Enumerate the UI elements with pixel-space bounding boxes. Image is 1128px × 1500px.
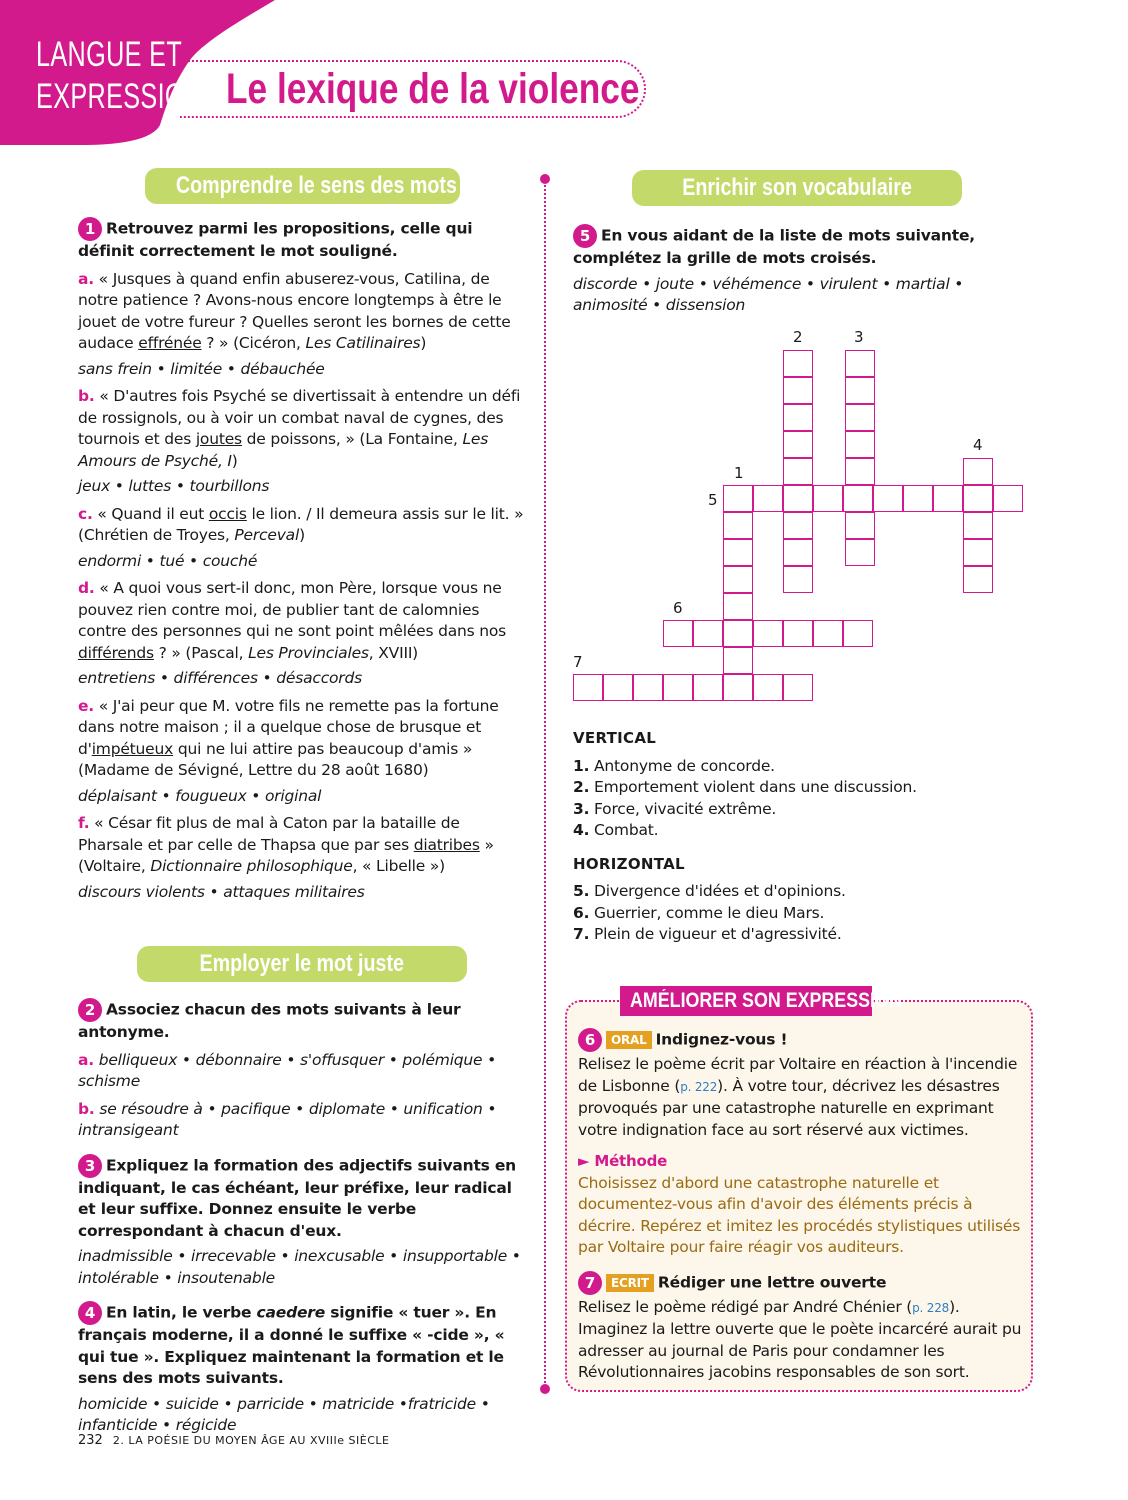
crossword-cell — [903, 485, 933, 512]
quote-item: a. « Jusques à quand enfin abuserez-vous, Catilina, de notre patience ? Avons-nous encore longtemps à être le jouet de votre fureur ? Quelles seront les bornes de cette audace effrénée ? » (Cicéron, Les Catilinaires) — [78, 269, 511, 352]
clue-item: 3. Force, vivacité extrême. — [573, 799, 777, 818]
clue-item: 5. Divergence d'idées et d'opinions. — [573, 882, 846, 900]
crossword-cell — [753, 485, 783, 512]
exercise-number: 4 — [78, 1301, 102, 1325]
crossword-cell — [845, 350, 875, 377]
oral-tag: ORAL — [606, 1031, 652, 1049]
crossword-cell — [843, 485, 873, 512]
crossword-cell — [723, 512, 753, 539]
quote-item: e. « J'ai peur que M. votre fils ne remette pas la fortune dans notre maison ; il a quelque chose de brusque et d'impétueux qui ne lui attire pas beaucoup d'amis » (Madame de Sévigné, Lettre du 28 août 1680) — [78, 696, 499, 779]
crossword-cell — [783, 512, 813, 539]
crossword-cell — [723, 566, 753, 593]
exercises-2-4 — [78, 998, 526, 1437]
exercise-number: 5 — [573, 224, 597, 248]
expression-box-content — [578, 1028, 1024, 1384]
item-letter: d. — [78, 579, 95, 597]
definition-options: endormi • tué • couché — [78, 551, 258, 570]
underlined-word: joutes — [195, 430, 242, 448]
footer-section: 2. LA POÉSIE DU MOYEN ÂGE AU XVIIIe SIÈCLE — [112, 1434, 390, 1447]
horizontal-clues — [573, 881, 1023, 946]
definition-options: entretiens • différences • désaccords — [78, 669, 362, 687]
crossword-cell — [963, 539, 993, 566]
quote-item: f. « César fit plus de mal à Caton par la bataille de Pharsale et par celle de Thapsa que par ses diatribes » (Voltaire, Dictionnaire philosophique, « Libelle ») — [78, 814, 494, 875]
work-title: Perceval — [234, 526, 300, 544]
exercise-6-heading: 6 ORAL Indignez-vous ! — [578, 1028, 1024, 1052]
ecrit-tag: ECRIT — [606, 1274, 654, 1292]
divider-dot-top — [540, 174, 550, 184]
exercise-6-text: Relisez le poème écrit par Voltaire en réaction à l'incendie de Lisbonne (p. 222). À votre tour, décrivez les désastres provoqués par une catastrophe naturelle en exprimant votre indignation face au sort réservé aux victimes. — [578, 1055, 1018, 1139]
section-header-enrichir: Enrichir son vocabulaire — [632, 170, 962, 206]
crossword-cell — [873, 485, 903, 512]
exercise-2-list-b: b. se résoudre à • pacifique • diplomate • unification • intransigeant — [78, 1099, 497, 1139]
exercise-number: 2 — [78, 998, 102, 1022]
crossword-cell — [963, 512, 993, 539]
underlined-word: différends — [78, 643, 154, 662]
crossword-cell — [845, 377, 875, 404]
exercise-1 — [78, 217, 526, 903]
crossword-cell — [783, 539, 813, 566]
crossword-cell — [963, 566, 993, 593]
work-title: Les Catilinaires — [305, 334, 421, 352]
crossword-cell — [783, 458, 813, 485]
clue-item: 7. Plein de vigueur et d'agressivité. — [573, 925, 842, 943]
column-divider — [544, 178, 546, 1390]
crossword-cell — [845, 485, 875, 512]
expression-box-title: AMÉLIORER SON EXPRESSION — [620, 986, 872, 1016]
crossword-cell — [843, 620, 873, 647]
crossword-cell — [753, 620, 783, 647]
crossword-cell — [723, 539, 753, 566]
underlined-word: occis — [208, 504, 247, 523]
crossword-cell — [663, 620, 693, 647]
rubric-line-1: LANGUE ET — [36, 35, 183, 74]
crossword-cell — [783, 620, 813, 647]
page-title: Le lexique de la violence — [226, 65, 640, 113]
footer — [78, 1433, 389, 1448]
clue-number: 5. — [573, 882, 590, 900]
crossword-cell — [783, 404, 813, 431]
crossword-cell — [693, 674, 723, 701]
clue-number: 4. — [573, 821, 590, 839]
section-header-employer: Employer le mot juste — [137, 946, 467, 982]
grid-clue-number: 3 — [854, 328, 864, 346]
exercise-2-instruction: 2 Associez chacun des mots suivants à leur antonyme. — [78, 998, 526, 1044]
item-letter: b. — [78, 387, 95, 405]
clue-item: 1. Antonyme de concorde. — [573, 756, 775, 775]
clue-number: 2. — [573, 778, 590, 796]
crossword-cell — [573, 674, 603, 701]
crossword-cell — [723, 647, 753, 674]
crossword-cell — [783, 350, 813, 377]
clue-number: 7. — [573, 925, 590, 943]
exercise-number: 6 — [578, 1028, 602, 1052]
crossword-cell — [993, 485, 1023, 512]
exercise-5-words: discorde • joute • véhémence • virulent • martial • animosité • dissension — [573, 274, 964, 314]
crossword-cell — [693, 620, 723, 647]
item-letter: f. — [78, 814, 90, 832]
definition-options: discours violents • attaques militaires — [78, 882, 365, 901]
exercise-3-words: inadmissible • irrecevable • inexcusable • insupportable • intolérable • insoutenable — [78, 1247, 521, 1287]
crossword-cell — [783, 377, 813, 404]
vertical-clues — [573, 756, 1023, 842]
crossword-cell — [933, 485, 963, 512]
crossword-cell — [603, 674, 633, 701]
definition-options: déplaisant • fougueux • original — [78, 786, 322, 805]
exercise-1-items — [78, 269, 526, 904]
clue-item: 6. Guerrier, comme le dieu Mars. — [573, 903, 825, 922]
grid-clue-number: 1 — [734, 464, 744, 482]
crossword-cell — [633, 674, 663, 701]
exercise-number: 3 — [78, 1154, 102, 1178]
item-letter: a. — [78, 269, 94, 288]
crossword-cell — [845, 458, 875, 485]
crossword-cell — [813, 620, 843, 647]
grid-clue-number: 5 — [708, 491, 718, 509]
methode-title: ► Méthode — [578, 1152, 668, 1170]
quote-item: b. « D'autres fois Psyché se divertissait à entendre un défi de rossignols, ou à voir un combat naval de cygnes, des tournois et des joutes de poissons, » (La Fontaine, Les Amours de Psyché, I) — [78, 387, 521, 470]
definition-options: jeux • luttes • tourbillons — [78, 477, 270, 495]
exercise-4-words: homicide • suicide • parricide • matricide •fratricide • infanticide • régicide — [78, 1394, 490, 1434]
underlined-word: effrénée — [138, 334, 202, 352]
methode-text: Choisissez d'abord une catastrophe naturelle et documentez-vous afin d'avoir des éléments précis à décrire. Repérez et imitez les procédés stylistiques utilisés par Voltaire pour faire réagir vos auditeurs. — [578, 1173, 1021, 1256]
exercise-1-instruction: 1 Retrouvez parmi les propositions, celle qui définit correctement le mot souligné. — [78, 217, 526, 263]
exercise-5-instruction: 5 En vous aidant de la liste de mots suivante, complétez la grille de mots croisés. — [573, 224, 1023, 270]
grid-clue-number: 6 — [673, 599, 683, 617]
page-number: 232 — [78, 1433, 103, 1448]
crossword-cell — [783, 485, 813, 512]
crossword-cell — [783, 566, 813, 593]
exercise-5 — [573, 224, 1023, 317]
underlined-word: impétueux — [91, 739, 174, 758]
crossword-cell — [963, 485, 993, 512]
exercise-7-heading: 7 ECRIT Rédiger une lettre ouverte — [578, 1271, 1024, 1295]
grid-clue-number: 7 — [573, 653, 583, 671]
quote-item: c. « Quand il eut occis le lion. / Il demeura assis sur le lit. » (Chrétien de Troyes, Perceval) — [78, 504, 524, 544]
work-title: Les Amours de Psyché, I — [78, 430, 489, 470]
rubric-line-2: EXPRESSION — [36, 77, 204, 116]
crossword-cell — [813, 485, 843, 512]
crossword-cell — [963, 458, 993, 485]
crossword-cell — [845, 431, 875, 458]
crossword-cell — [845, 512, 875, 539]
clue-number: 3. — [573, 799, 590, 818]
horizontal-label: HORIZONTAL — [573, 854, 685, 873]
clue-number: 6. — [573, 903, 590, 922]
grid-clue-number: 4 — [973, 436, 983, 454]
crossword-cell — [723, 620, 753, 647]
crossword-cell — [723, 593, 753, 620]
definition-options: sans frein • limitée • débauchée — [78, 359, 325, 378]
exercise-4-instruction: 4 En latin, le verbe caedere signifie « tuer ». En français moderne, il a donné le suffixe « -cide », « qui tue ». Expliquez maintenant la formation et le sens des mots suivants. — [78, 1301, 526, 1390]
item-letter: c. — [78, 504, 93, 523]
crossword-cell — [845, 404, 875, 431]
crossword-cell — [783, 674, 813, 701]
crossword-cell — [845, 539, 875, 566]
work-title: Les Provinciales — [248, 643, 369, 662]
exercise-2-list-a: a. belliqueux • débonnaire • s'offusquer • polémique • schisme — [78, 1050, 497, 1090]
crossword-cell — [723, 485, 753, 512]
exercise-number: 1 — [78, 217, 102, 241]
divider-dot-bottom — [540, 1384, 550, 1394]
section-header-comprendre: Comprendre le sens des mots — [145, 168, 460, 204]
crossword-cell — [783, 431, 813, 458]
exercise-7-text: Relisez le poème rédigé par André Chénier (p. 228). Imaginez la lettre ouverte que le poète incarcéré aurait pu adresser au journal de Paris pour condamner les Révolutionnaires jacobins responsables de son sort. — [578, 1297, 1022, 1381]
item-letter: e. — [78, 696, 95, 715]
crossword-cell — [663, 674, 693, 701]
exercise-3-instruction: 3 Expliquez la formation des adjectifs suivants en indiquant, le cas échéant, leur préfixe, leur radical et leur suffixe. Donnez ensuite le verbe correspondant à chacun d'eux. — [78, 1154, 526, 1243]
work-title: Dictionnaire philosophique — [150, 857, 353, 875]
clue-number: 1. — [573, 756, 590, 775]
crossword-cell — [723, 674, 753, 701]
crossword-cell — [753, 674, 783, 701]
page-reference: p. 222 — [680, 1079, 718, 1094]
quote-item: d. « A quoi vous sert-il donc, mon Père, lorsque vous ne pouvez rien contre moi, de publier tant de calomnies contre des personnes qui ne sont point mêlées dans nos différends ? » (Pascal, Les Provinciales, XVIII) — [78, 579, 507, 662]
underlined-word: diatribes — [413, 835, 480, 854]
page-reference: p. 228 — [912, 1300, 950, 1315]
exercise-number: 7 — [578, 1271, 602, 1295]
grid-clue-number: 2 — [793, 328, 803, 346]
clue-item: 2. Emportement violent dans une discussion. — [573, 778, 917, 796]
vertical-label: VERTICAL — [573, 729, 657, 747]
clue-item: 4. Combat. — [573, 821, 659, 839]
crossword-clues — [573, 710, 1023, 946]
